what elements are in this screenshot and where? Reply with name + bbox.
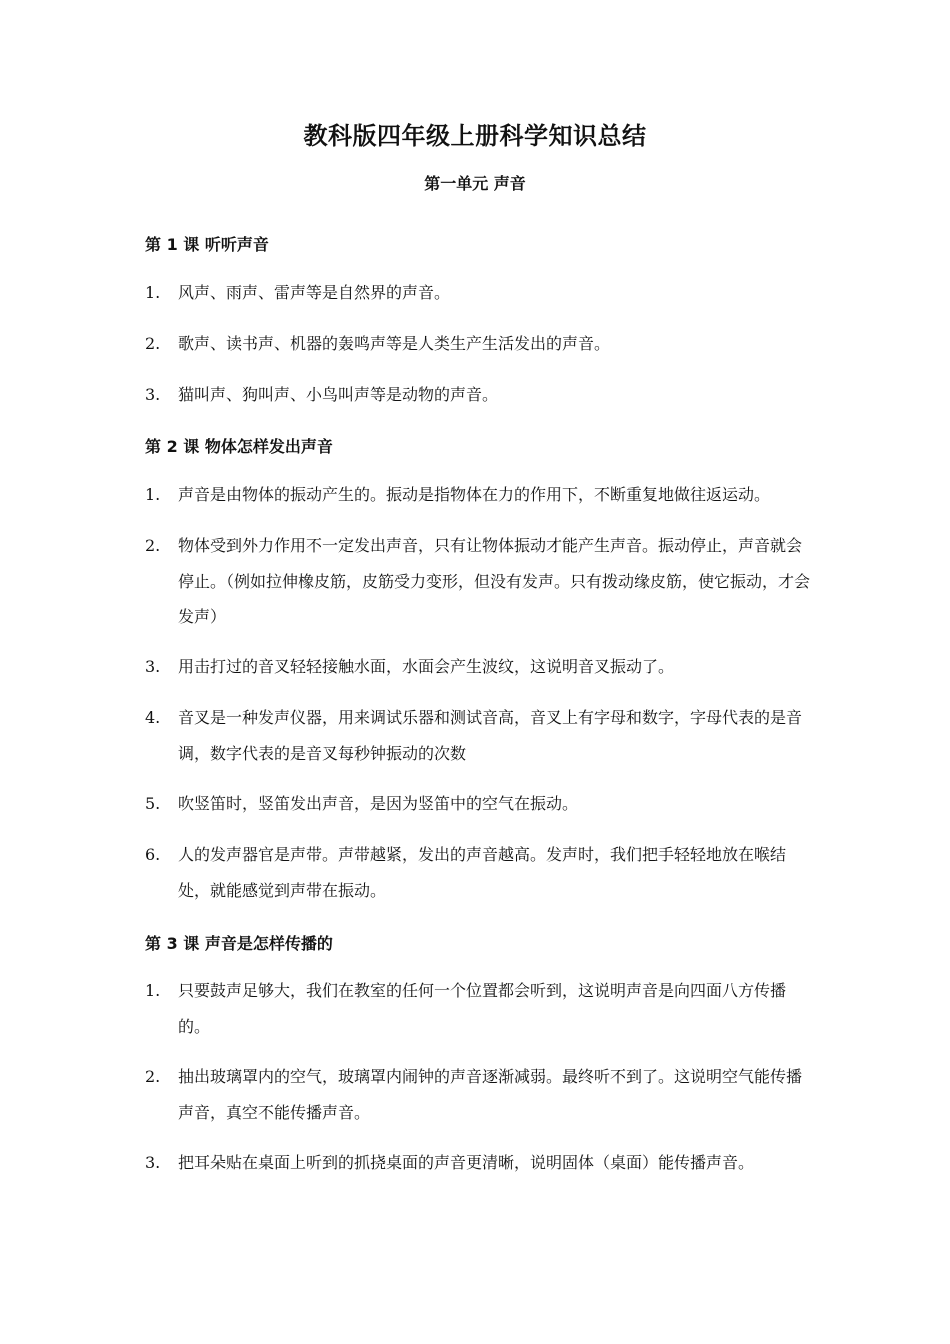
list-item [145,284,810,311]
item-number: 1. [145,283,161,302]
item-number: 6. [145,845,161,864]
item-text: 风声、雨声、雷声等是自然界的声音。 [178,283,451,302]
lesson-2-heading: 第 2 课 物体怎样发出声音 [145,437,333,456]
list-item [145,335,810,362]
unit-heading: 第一单元 声音 [424,174,526,193]
list-item [145,658,810,685]
item-number: 1. [145,981,161,1000]
item-text: 抽出玻璃罩内的空气，玻璃罩内闹钟的声音逐渐减弱。最终听不到了。这说明空气能传播声音，真空不能传播声音。 [178,1067,803,1122]
item-number: 2. [145,1067,161,1086]
list-item [145,537,810,635]
list-item [145,846,810,908]
document-title: 教科版四年级上册科学知识总结 [303,122,647,150]
list-item [145,982,810,1044]
item-text: 猫叫声、狗叫声、小鸟叫声等是动物的声音。 [178,385,499,404]
item-text: 物体受到外力作用不一定发出声音，只有让物体振动才能产生声音。振动停止，声音就会停止。（例如拉伸橡皮筋，皮筋受力变形，但没有发声。只有拨动缘皮筋，使它振动，才会发声） [178,536,811,626]
list-item [145,1154,810,1181]
item-number: 3. [145,657,161,676]
item-text: 用击打过的音叉轻轻接触水面，水面会产生波纹，这说明音叉振动了。 [178,657,675,676]
item-number: 2. [145,334,161,353]
list-item [145,386,810,413]
lesson-3-heading: 第 3 课 声音是怎样传播的 [145,934,333,953]
item-text: 只要鼓声足够大，我们在教室的任何一个位置都会听到，这说明声音是向四面八方传播的。 [178,981,787,1036]
item-text: 人的发声器官是声带。声带越紧，发出的声音越高。发声时，我们把手轻轻地放在喉结处，就能感觉到声带在振动。 [178,845,787,900]
item-text: 把耳朵贴在桌面上听到的抓挠桌面的声音更清晰，说明固体（桌面）能传播声音。 [178,1153,755,1172]
list-item [145,795,810,822]
item-number: 3. [145,1153,161,1172]
item-text: 歌声、读书声、机器的轰鸣声等是人类生产生活发出的声音。 [178,334,611,353]
item-number: 4. [145,708,161,727]
list-item [145,709,810,771]
item-number: 1. [145,485,161,504]
item-number: 2. [145,536,161,555]
item-number: 3. [145,385,161,404]
item-number: 5. [145,794,161,813]
list-item [145,486,810,513]
lesson-1-heading: 第 1 课 听听声音 [145,235,269,254]
item-text: 音叉是一种发声仪器，用来调试乐器和测试音高，音叉上有字母和数字，字母代表的是音调，数字代表的是音叉每秒钟振动的次数 [178,708,803,763]
list-item [145,1068,810,1130]
item-text: 吹竖笛时，竖笛发出声音，是因为竖笛中的空气在振动。 [178,794,579,813]
item-text: 声音是由物体的振动产生的。振动是指物体在力的作用下，不断重复地做往返运动。 [178,485,771,504]
